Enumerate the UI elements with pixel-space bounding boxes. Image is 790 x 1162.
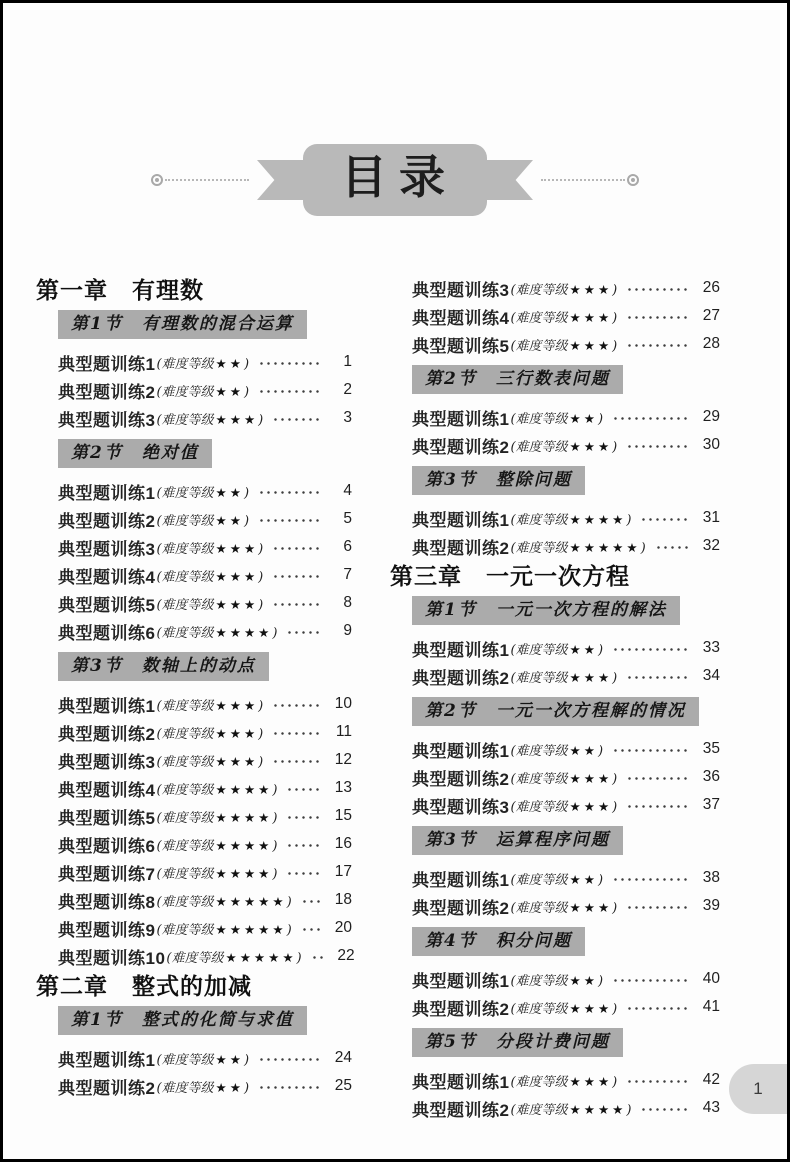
entry-label: 典型题训练3	[412, 280, 510, 300]
difficulty-stars: ★★★	[215, 596, 259, 612]
entry-page-number: 9	[343, 622, 352, 639]
difficulty-stars: ★★	[215, 484, 244, 500]
entry-page-number: 17	[334, 863, 352, 880]
section-heading: 第4节 积分问题	[412, 927, 585, 956]
toc-entry	[412, 431, 720, 459]
difficulty-rating: (难度等级 ★★★★★)	[156, 893, 292, 910]
entry-label: 典型题训练4	[58, 780, 156, 800]
difficulty-stars: ★★	[569, 871, 598, 887]
difficulty-stars: ★★★	[215, 753, 259, 769]
dot-leader	[626, 675, 688, 680]
difficulty-rating: (难度等级 ★★★★)	[156, 865, 278, 882]
entry-label: 典型题训练2	[412, 1100, 510, 1120]
entry-page-number: 1	[343, 353, 352, 370]
dot-leader	[272, 546, 320, 551]
dot-leader	[626, 804, 688, 809]
difficulty-stars: ★★★★★	[225, 949, 297, 965]
entry-page-number: 13	[334, 779, 352, 796]
dot-leader	[640, 1107, 688, 1112]
entry-page-number: 28	[702, 335, 720, 352]
toc-entry	[58, 404, 352, 432]
entry-page-number: 8	[343, 594, 352, 611]
toc-entry	[58, 746, 352, 774]
dot-leader	[301, 927, 320, 932]
title-ribbon	[303, 144, 487, 215]
difficulty-rating: (难度等级 ★★★★)	[156, 624, 278, 641]
toc-entry	[58, 690, 352, 718]
entry-page-number: 12	[334, 751, 352, 768]
difficulty-rating: (难度等级 ★★★)	[510, 770, 618, 787]
difficulty-rating: (难度等级 ★★)	[510, 641, 604, 658]
difficulty-stars: ★★	[215, 383, 244, 399]
dot-leader	[640, 517, 688, 522]
entry-label: 典型题训练2	[412, 437, 510, 457]
section-heading: 第1节 整式的化简与求值	[58, 1006, 307, 1035]
dot-leader	[626, 1079, 688, 1084]
difficulty-stars: ★★★	[569, 1073, 613, 1089]
section-heading: 第2节 一元一次方程解的情况	[412, 697, 699, 726]
dot-leader	[612, 978, 688, 983]
difficulty-rating: (难度等级 ★★★★★)	[510, 539, 646, 556]
entry-label: 典型题训练2	[412, 769, 510, 789]
toc-entry	[412, 763, 720, 791]
difficulty-stars: ★★★	[569, 770, 613, 786]
entry-page-number: 25	[334, 1077, 352, 1094]
dot-leader	[272, 703, 320, 708]
target-circle-icon	[627, 174, 639, 186]
dotted-line	[165, 179, 249, 181]
entry-page-number: 27	[702, 307, 720, 324]
difficulty-stars: ★★★★★	[215, 893, 287, 909]
difficulty-rating: (难度等级 ★★★)	[510, 798, 618, 815]
toc-column-right	[390, 274, 720, 1122]
toc-entry	[58, 718, 352, 746]
entry-label: 典型题训练1	[58, 1050, 156, 1070]
difficulty-stars: ★★★	[569, 281, 613, 297]
entry-label: 典型题训练2	[58, 511, 156, 531]
entry-page-number: 40	[702, 970, 720, 987]
difficulty-stars: ★★★	[569, 309, 613, 325]
difficulty-rating: (难度等级 ★★★)	[510, 281, 618, 298]
toc-entry	[412, 532, 720, 560]
entry-page-number: 33	[702, 639, 720, 656]
dot-leader	[272, 602, 320, 607]
difficulty-rating: (难度等级 ★★★)	[156, 540, 264, 557]
difficulty-rating: (难度等级 ★★★★)	[510, 1101, 632, 1118]
dot-leader	[258, 1085, 320, 1090]
section-heading: 第2节 三行数表问题	[412, 365, 623, 394]
entry-label: 典型题训练2	[412, 999, 510, 1019]
dot-leader	[612, 416, 688, 421]
toc-entry	[412, 504, 720, 532]
difficulty-stars: ★★★★	[215, 781, 273, 797]
dot-leader	[612, 877, 688, 882]
difficulty-rating: (难度等级 ★★★★)	[156, 781, 278, 798]
toc-entry	[412, 993, 720, 1021]
entry-label: 典型题训练3	[58, 752, 156, 772]
difficulty-stars: ★★★	[215, 697, 259, 713]
page-number-badge	[729, 1064, 787, 1114]
section-heading: 第5节 分段计费问题	[412, 1028, 623, 1057]
difficulty-stars: ★★★	[215, 568, 259, 584]
toc-entry	[58, 1044, 352, 1072]
entry-label: 典型题训练3	[412, 797, 510, 817]
entry-page-number: 24	[334, 1049, 352, 1066]
section-heading: 第1节 有理数的混合运算	[58, 310, 307, 339]
toc-entry	[58, 561, 352, 589]
difficulty-rating: (难度等级 ★★★★★)	[166, 949, 302, 966]
toc-entry	[58, 830, 352, 858]
dotted-line	[541, 179, 625, 181]
difficulty-rating: (难度等级 ★★)	[156, 1051, 250, 1068]
difficulty-rating: (难度等级 ★★)	[510, 742, 604, 759]
entry-label: 典型题训练1	[412, 1072, 510, 1092]
difficulty-stars: ★★★	[569, 798, 613, 814]
toc-entry	[58, 533, 352, 561]
dot-leader	[626, 905, 688, 910]
difficulty-rating: (难度等级 ★★★★)	[156, 809, 278, 826]
toc-columns	[36, 274, 751, 1122]
difficulty-rating: (难度等级 ★★)	[510, 410, 604, 427]
difficulty-rating: (难度等级 ★★★)	[156, 596, 264, 613]
chapter-heading: 第三章 一元一次方程	[390, 563, 630, 589]
difficulty-rating: (难度等级 ★★★)	[510, 337, 618, 354]
dot-leader	[272, 731, 320, 736]
difficulty-stars: ★★★★	[569, 511, 627, 527]
toc-entry	[412, 274, 720, 302]
difficulty-rating: (难度等级 ★★★)	[156, 411, 264, 428]
toc-entry	[412, 662, 720, 690]
entry-label: 典型题训练4	[58, 567, 156, 587]
difficulty-rating: (难度等级 ★★)	[510, 871, 604, 888]
difficulty-rating: (难度等级 ★★★)	[510, 438, 618, 455]
difficulty-rating: (难度等级 ★★★)	[510, 899, 618, 916]
entry-page-number: 41	[702, 998, 720, 1015]
entry-label: 典型题训练1	[412, 741, 510, 761]
entry-label: 典型题训练1	[412, 971, 510, 991]
difficulty-rating: (难度等级 ★★★★★)	[156, 921, 292, 938]
toc-entry	[58, 505, 352, 533]
difficulty-rating: (难度等级 ★★★)	[510, 669, 618, 686]
difficulty-stars: ★★	[215, 355, 244, 371]
toc-entry	[58, 802, 352, 830]
difficulty-rating: (难度等级 ★★)	[156, 383, 250, 400]
difficulty-stars: ★★★	[215, 725, 259, 741]
difficulty-stars: ★★	[569, 410, 598, 426]
toc-entry	[58, 858, 352, 886]
entry-page-number: 35	[702, 740, 720, 757]
toc-column-left	[36, 274, 355, 1122]
dot-leader	[626, 776, 688, 781]
toc-entry	[58, 914, 352, 942]
toc-entry	[412, 1094, 720, 1122]
difficulty-stars: ★★★	[569, 669, 613, 685]
difficulty-rating: (难度等级 ★★)	[510, 972, 604, 989]
toc-entry	[58, 376, 352, 404]
entry-page-number: 34	[702, 667, 720, 684]
difficulty-stars: ★★	[569, 742, 598, 758]
difficulty-rating: (难度等级 ★★★)	[156, 753, 264, 770]
dot-leader	[612, 647, 688, 652]
toc-entry	[58, 617, 352, 645]
section-heading: 第2节 绝对值	[58, 439, 212, 468]
entry-label: 典型题训练10	[58, 948, 166, 968]
difficulty-stars: ★★★	[215, 540, 259, 556]
entry-page-number: 38	[702, 869, 720, 886]
difficulty-stars: ★★★★★	[569, 539, 641, 555]
toc-entry	[412, 634, 720, 662]
entry-label: 典型题训练1	[58, 354, 156, 374]
entry-page-number: 6	[343, 538, 352, 555]
section-heading: 第3节 整除问题	[412, 466, 585, 495]
difficulty-stars: ★★★★★	[215, 921, 287, 937]
dot-leader	[626, 287, 688, 292]
dot-leader	[272, 417, 320, 422]
entry-label: 典型题训练4	[412, 308, 510, 328]
entry-label: 典型题训练2	[412, 538, 510, 558]
dot-leader	[626, 1006, 688, 1011]
difficulty-rating: (难度等级 ★★★)	[156, 568, 264, 585]
entry-page-number: 22	[337, 947, 355, 964]
entry-label: 典型题训练1	[412, 409, 510, 429]
entry-page-number: 32	[702, 537, 720, 554]
dot-leader	[272, 574, 320, 579]
toc-entry	[412, 403, 720, 431]
entry-page-number: 10	[334, 695, 352, 712]
dot-leader	[286, 815, 320, 820]
target-circle-icon	[151, 174, 163, 186]
entry-label: 典型题训练9	[58, 920, 156, 940]
toc-entry	[58, 886, 352, 914]
entry-label: 典型题训练2	[58, 382, 156, 402]
toc-entry	[58, 348, 352, 376]
entry-page-number: 39	[702, 897, 720, 914]
difficulty-rating: (难度等级 ★★★)	[156, 697, 264, 714]
difficulty-rating: (难度等级 ★★)	[156, 484, 250, 501]
difficulty-rating: (难度等级 ★★)	[156, 1079, 250, 1096]
difficulty-rating: (难度等级 ★★★)	[156, 725, 264, 742]
difficulty-rating: (难度等级 ★★★)	[510, 1000, 618, 1017]
difficulty-rating: (难度等级 ★★★★)	[510, 511, 632, 528]
entry-label: 典型题训练6	[58, 836, 156, 856]
entry-page-number: 7	[343, 566, 352, 583]
dot-leader	[258, 490, 320, 495]
difficulty-stars: ★★★★	[215, 809, 273, 825]
dot-leader	[286, 871, 320, 876]
entry-label: 典型题训练5	[58, 808, 156, 828]
entry-page-number: 37	[702, 796, 720, 813]
entry-page-number: 18	[334, 891, 352, 908]
entry-page-number: 26	[702, 279, 720, 296]
chapter-heading: 第一章 有理数	[36, 277, 204, 303]
toc-entry	[412, 735, 720, 763]
difficulty-rating: (难度等级 ★★)	[156, 512, 250, 529]
entry-label: 典型题训练8	[58, 892, 156, 912]
dot-leader	[286, 787, 320, 792]
dot-leader	[286, 843, 320, 848]
difficulty-stars: ★★★	[569, 899, 613, 915]
entry-label: 典型题训练7	[58, 864, 156, 884]
entry-label: 典型题训练6	[58, 623, 156, 643]
difficulty-stars: ★★	[569, 641, 598, 657]
section-heading: 第3节 运算程序问题	[412, 826, 623, 855]
entry-label: 典型题训练5	[412, 336, 510, 356]
toc-entry	[58, 589, 352, 617]
difficulty-stars: ★★★	[215, 411, 259, 427]
title-ribbon-center	[303, 144, 487, 215]
difficulty-stars: ★★★	[569, 438, 613, 454]
difficulty-stars: ★★★	[569, 337, 613, 353]
page-number: 1	[753, 1079, 763, 1098]
entry-label: 典型题训练1	[58, 483, 156, 503]
difficulty-stars: ★★	[215, 512, 244, 528]
difficulty-stars: ★★	[569, 972, 598, 988]
dot-leader	[258, 518, 320, 523]
entry-page-number: 16	[334, 835, 352, 852]
difficulty-stars: ★★★★	[215, 865, 273, 881]
toc-entry	[412, 330, 720, 358]
difficulty-stars: ★★★★	[215, 624, 273, 640]
toc-entry	[412, 791, 720, 819]
dot-leader	[311, 955, 323, 960]
entry-page-number: 30	[702, 436, 720, 453]
dot-leader	[258, 361, 320, 366]
dot-leader	[626, 343, 688, 348]
entry-page-number: 11	[335, 723, 352, 740]
toc-entry	[412, 965, 720, 993]
dot-leader	[301, 899, 320, 904]
toc-entry	[58, 774, 352, 802]
entry-page-number: 5	[343, 510, 352, 527]
entry-page-number: 2	[343, 381, 352, 398]
entry-page-number: 36	[702, 768, 720, 785]
section-heading: 第3节 数轴上的动点	[58, 652, 269, 681]
title-banner	[3, 142, 787, 218]
dot-leader	[258, 389, 320, 394]
toc-entry	[412, 864, 720, 892]
entry-label: 典型题训练3	[58, 539, 156, 559]
entry-label: 典型题训练1	[58, 696, 156, 716]
difficulty-stars: ★★	[215, 1051, 244, 1067]
entry-page-number: 3	[343, 409, 352, 426]
entry-page-number: 4	[343, 482, 352, 499]
difficulty-stars: ★★★★	[569, 1101, 627, 1117]
entry-page-number: 20	[334, 919, 352, 936]
entry-label: 典型题训练1	[412, 510, 510, 530]
entry-label: 典型题训练5	[58, 595, 156, 615]
difficulty-rating: (难度等级 ★★★)	[510, 1073, 618, 1090]
difficulty-stars: ★★	[215, 1079, 244, 1095]
entry-label: 典型题训练1	[412, 870, 510, 890]
toc-entry	[58, 1072, 352, 1100]
entry-label: 典型题训练2	[412, 898, 510, 918]
difficulty-stars: ★★★★	[215, 837, 273, 853]
section-heading: 第1节 一元一次方程的解法	[412, 596, 680, 625]
entry-page-number: 42	[702, 1071, 720, 1088]
toc-entry	[58, 477, 352, 505]
entry-page-number: 43	[702, 1099, 720, 1116]
entry-page-number: 31	[702, 509, 720, 526]
entry-label: 典型题训练1	[412, 640, 510, 660]
dot-leader	[626, 315, 688, 320]
toc-entry	[412, 1066, 720, 1094]
entry-label: 典型题训练2	[412, 668, 510, 688]
toc-entry	[58, 942, 355, 970]
entry-label: 典型题训练3	[58, 410, 156, 430]
difficulty-rating: (难度等级 ★★)	[156, 355, 250, 372]
dot-leader	[272, 759, 320, 764]
toc-entry	[412, 302, 720, 330]
dot-leader	[286, 630, 320, 635]
entry-page-number: 15	[334, 807, 352, 824]
banner-ornament-right	[539, 174, 639, 186]
entry-page-number: 29	[702, 408, 720, 425]
page-title: 目录	[341, 150, 457, 205]
difficulty-rating: (难度等级 ★★★★)	[156, 837, 278, 854]
entry-label: 典型题训练2	[58, 724, 156, 744]
difficulty-stars: ★★★	[569, 1000, 613, 1016]
dot-leader	[626, 444, 688, 449]
dot-leader	[655, 545, 688, 550]
dot-leader	[612, 748, 688, 753]
toc-entry	[412, 892, 720, 920]
banner-ornament-left	[151, 174, 251, 186]
chapter-heading: 第二章 整式的加减	[36, 973, 252, 999]
entry-label: 典型题训练2	[58, 1078, 156, 1098]
difficulty-rating: (难度等级 ★★★)	[510, 309, 618, 326]
dot-leader	[258, 1057, 320, 1062]
